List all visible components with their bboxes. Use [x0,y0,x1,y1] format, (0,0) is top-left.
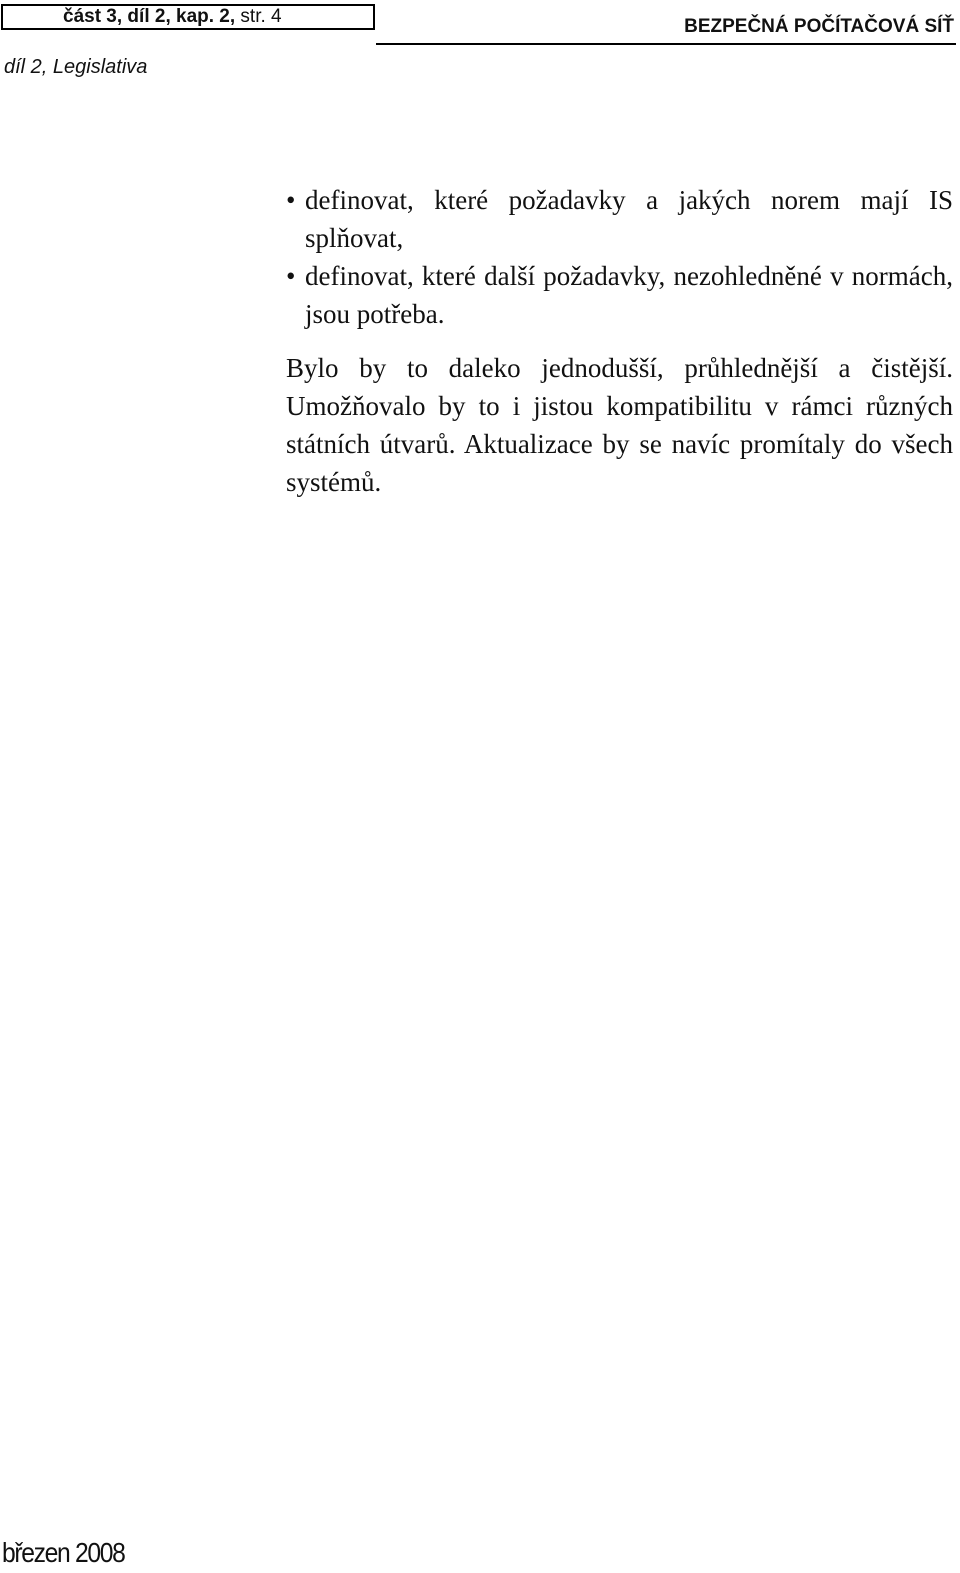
section-label: díl 2, Legislativa [4,56,148,78]
list-item-text: definovat, které požadavky a jakých norem mají IS splňovat, [305,185,953,253]
list-item [286,181,953,257]
bullet-icon: • [286,185,296,215]
publication-title: BEZPEČNÁ POČÍTAČOVÁ SÍŤ [684,16,954,37]
main-content [286,181,953,501]
list-item-text: definovat, které další požadavky, nezohledněné v normách, jsou potřeba. [305,261,953,329]
body-paragraph: Bylo by to daleko jednodušší, průhlednější a čistější. Umožňovalo by to i jistou kompatibilitu v rámci různých státních útvarů. Aktualizace by se navíc promítaly do všech systémů. [286,353,953,497]
list-item [286,257,953,333]
requirements-list [286,181,953,333]
footer-date: březen 2008 [2,1537,125,1568]
header-rule [376,43,956,45]
bullet-icon: • [286,261,296,291]
page-location-box [1,4,375,30]
page-location-section: část 3, díl 2, kap. 2, [63,6,236,27]
page-location-page: str. 4 [235,6,282,27]
